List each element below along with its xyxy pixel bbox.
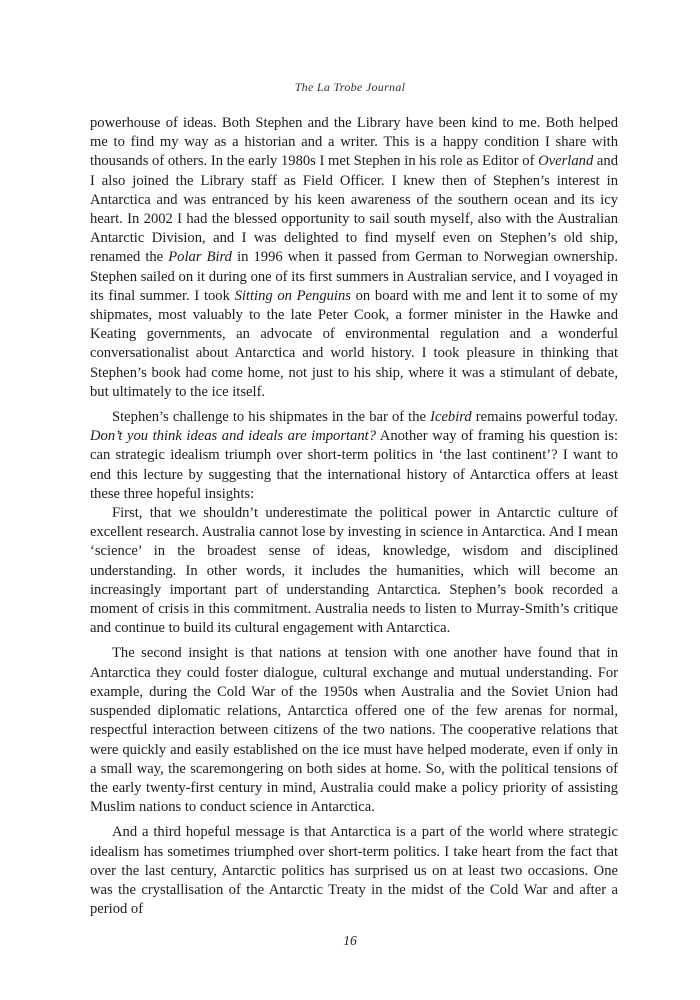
text-segment: Stephen’s challenge to his shipmates in the bar of the bbox=[112, 409, 431, 426]
paragraph bbox=[90, 114, 618, 402]
paragraph bbox=[90, 408, 618, 504]
page-number: 16 bbox=[343, 933, 357, 948]
text-segment: First, that we shouldn’t underestimate the political power in Antarctic culture of excellent research. Australia cannot lose by investing in science in Antarctica. And I mean ‘science’ in the broadest sense of ideas, knowledge, wisdom and disciplined understanding. In other words, it includes the humanities, which will become an increasingly important part of understanding Antarctica. Stephen’s book recorded a moment of crisis in this commitment. Australia needs to listen to Murray-Smith’s critique and continue to build its cultural engagement with Antarctica. bbox=[90, 505, 618, 637]
italic-title: Sitting on Penguins bbox=[234, 287, 351, 304]
text-segment: in 1996 when it passed from German to Norwegian ownership. Stephen sailed on it during one of its first summers in Australian service, and I voyaged in its final summer. I took bbox=[90, 249, 619, 304]
text-segment: remains powerful today. bbox=[471, 409, 618, 426]
text-segment: And a third hopeful message is that Antarctica is a part of the world where strategic idealism has sometimes triumphed over short-term politics. I take heart from the fact that over the last century, Antarctic politics has surprised us on at least two occasions. One was the crystallisation of the Antarctic Treaty in the midst of the Cold War and after a period of bbox=[90, 824, 618, 918]
italic-title: Polar Bird bbox=[168, 249, 232, 266]
text-segment: powerhouse of ideas. Both Stephen and the Library have been kind to me. Both helped me to find my way as a historian and a writer. This is a happy condition I share with thousands of others. In the early 1980s I met Stephen in his role as Editor of bbox=[90, 115, 618, 170]
italic-title: Icebird bbox=[430, 409, 472, 426]
text-segment: on board with me and lent it to some of my shipmates, most valuably to the late Peter Cook, a former minister in the Hawke and Keating governments, an advocate of environmental regulation and a wonderful conversationalist about Antarctica and world history. I took pleasure in thinking that Stephen’s book had come home, not just to his ship, where it was a stimulant of debate, but ultimately to the ice itself. bbox=[90, 287, 618, 400]
text-segment: The second insight is that nations at tension with one another have found that in Antarctica they could foster dialogue, cultural exchange and mutual understanding. For example, during the Cold War of the 1950s when Australia and the Soviet Union had suspended diplomatic relations, Antarctica offered one of the few arenas for normal, respectful interaction between citizens of the two nations. The cooperative relations that were quickly and easily established on the ice must have helped moderate, even if only in a small way, the scaremongering on both sides at home. So, with the political tensions of the early twenty-first century in mind, Australia could make a policy priority of assisting Muslim nations to conduct science in Antarctica. bbox=[90, 645, 618, 816]
paragraph bbox=[90, 823, 618, 919]
paragraph bbox=[90, 644, 618, 817]
paragraph bbox=[90, 504, 618, 638]
body-text bbox=[90, 114, 618, 919]
italic-quote: Don’t you think ideas and ideals are important? bbox=[90, 428, 377, 445]
text-segment: and I also joined the Library staff as Field Officer. I knew then of Stephen’s interest in Antarctica and was entranced by his keen awareness of the southern ocean and its icy heart. In 2002 I had the blessed opportunity to sail south myself, also with the Australian Antarctic Division, and I was delighted to find myself even on Stephen’s old ship, renamed the bbox=[90, 153, 618, 266]
running-header: The La Trobe Journal bbox=[294, 80, 406, 94]
text-segment: Another way of framing his question is: can strategic idealism triumph over short-term politics in ‘the last continent’? I want to end this lecture by suggesting that the international history of Antarctica offers at least these three hopeful insights: bbox=[90, 428, 618, 502]
italic-title: Overland bbox=[538, 153, 594, 170]
